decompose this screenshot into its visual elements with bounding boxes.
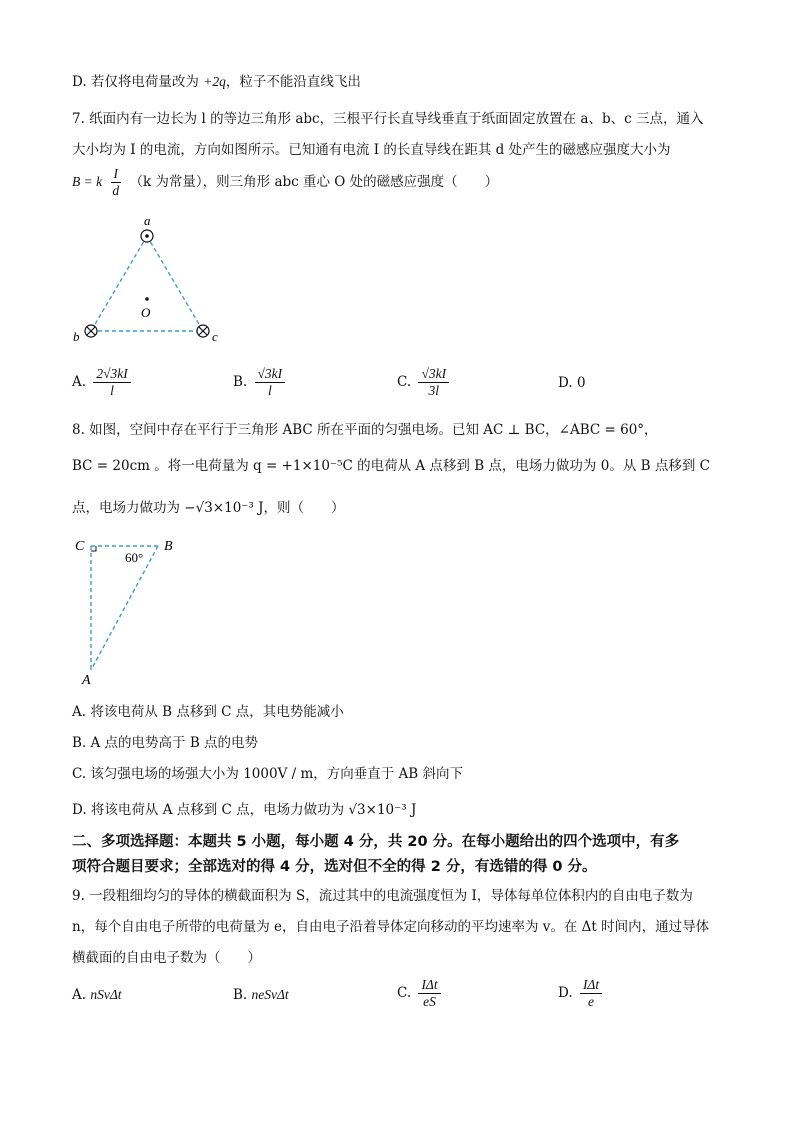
option-letter: B. xyxy=(233,374,248,390)
q7-option-d xyxy=(558,374,586,392)
q7-stem-line1: 7. 纸面内有一边长为 l 的等边三角形 abc，三根平行长直导线垂直于纸面固定放置在 a、b、c 三点，通入 xyxy=(72,111,704,127)
q7-formula-den: d xyxy=(112,183,120,198)
q7-stem-line2: 大小均为 I 的电流，方向如图所示。已知通有电流 I 的长直导线在距其 d 处产生的磁感应强度大小为 xyxy=(72,142,671,158)
option-fraction xyxy=(418,977,440,1010)
q8-option-b: B. A 点的电势高于 B 点的电势 xyxy=(72,735,259,751)
q8-option-d: D. 将该电荷从 A 点移到 C 点，电场力做功为 √3×10⁻³ J xyxy=(72,802,417,818)
option-fraction xyxy=(418,366,449,399)
option-num: 2√3kI xyxy=(93,366,130,383)
q7-side-ab xyxy=(91,236,147,331)
option-text: neSvΔt xyxy=(251,987,289,1002)
q8-label-a: A xyxy=(82,673,91,688)
q8-stem-line3: 点，电场力做功为 −√3×10⁻³ J，则（ ） xyxy=(72,500,345,516)
q7-triangle-figure xyxy=(60,210,240,350)
q7-option-a xyxy=(72,366,134,399)
option-den: e xyxy=(588,994,595,1009)
option-den: eS xyxy=(423,994,436,1009)
q8-stem-line1: 8. 如图，空间中存在平行于三角形 ABC 所在平面的匀强电场。已知 AC ⊥ BC，∠ABC = 60°， xyxy=(72,422,658,438)
current-in-icon xyxy=(85,325,97,337)
q6-option-d-value: +2q xyxy=(203,74,226,89)
option-letter: A. xyxy=(72,987,87,1003)
q6-option-d-text: D. 若仅将电荷量改为 xyxy=(72,74,199,90)
current-in-icon xyxy=(197,325,209,337)
q7-formula-lhs: B = k xyxy=(72,174,103,189)
q7-option-b xyxy=(233,366,288,399)
q6-option-d xyxy=(72,73,361,91)
q8-option-c: C. 该匀强电场的场强大小为 1000V / m，方向垂直于 AB 斜向下 xyxy=(72,766,464,782)
q9-option-a xyxy=(72,986,122,1004)
option-den: l xyxy=(110,383,114,398)
q8-triangle-figure xyxy=(70,530,190,690)
q7-label-b: b xyxy=(73,329,80,344)
option-text: 0 xyxy=(576,375,586,391)
option-text: nSvΔt xyxy=(90,987,122,1002)
option-letter: D. xyxy=(558,985,573,1001)
q7-formula-fraction xyxy=(109,166,122,199)
q6-option-d-tail: ，粒子不能沿直线飞出 xyxy=(225,74,361,90)
option-letter: B. xyxy=(233,987,248,1003)
section2-heading-line1: 二、多项选择题：本题共 5 小题，每小题 4 分，共 20 分。在每小题给出的四个选项中，有多 xyxy=(72,834,680,850)
option-num: √3kI xyxy=(255,366,286,383)
right-angle-icon xyxy=(91,546,96,551)
current-out-icon xyxy=(141,230,153,242)
option-num: IΔt xyxy=(418,977,440,994)
q8-stem-line2: BC = 20cm 。将一电荷量为 q = +1×10⁻⁵C 的电荷从 A 点移到 B 点，电场力做功为 0。从 B 点移到 C xyxy=(72,458,710,474)
option-num: √3kI xyxy=(418,366,449,383)
option-num: IΔt xyxy=(580,977,602,994)
option-letter: A. xyxy=(72,374,87,390)
option-fraction xyxy=(580,977,602,1010)
option-fraction xyxy=(255,366,286,399)
q8-angle-label: 60° xyxy=(125,550,144,565)
q9-stem-line2: n，每个自由电子所带的电荷量为 e，自由电子沿着导体定向移动的平均速率为 v。在 Δt 时间内，通过导体 xyxy=(72,919,710,935)
option-den: l xyxy=(267,383,272,398)
option-letter: C. xyxy=(397,374,412,390)
option-letter: D. xyxy=(558,375,573,391)
q8-option-a: A. 将该电荷从 B 点移到 C 点，其电势能减小 xyxy=(72,704,344,720)
q7-option-c xyxy=(397,366,452,399)
q8-label-b: B xyxy=(164,539,173,554)
q9-option-c xyxy=(397,977,444,1010)
q8-label-c: C xyxy=(75,539,85,554)
option-letter: C. xyxy=(397,985,412,1001)
option-fraction xyxy=(93,366,130,399)
q7-label-a: a xyxy=(144,213,151,228)
q7-side-ac xyxy=(147,236,203,331)
q7-label-o: O xyxy=(141,305,151,320)
q7-formula-num: I xyxy=(111,166,122,183)
q7-label-c: c xyxy=(212,329,218,344)
q7-stem-line3 xyxy=(72,166,498,199)
option-den: 3l xyxy=(428,383,440,398)
section2-heading-line2: 项符合题目要求；全部选对的得 4 分，选对但不全的得 2 分，有选错的得 0 分。 xyxy=(72,859,597,875)
q7-centroid-dot xyxy=(145,297,149,301)
q9-option-d xyxy=(558,977,605,1010)
q9-stem-line3: 横截面的自由电子数为（ ） xyxy=(72,950,261,966)
q9-stem-line1: 9. 一段粗细均匀的导体的横截面积为 S，流过其中的电流强度恒为 I，导体每单位体积内的自由电子数为 xyxy=(72,888,693,904)
q9-option-b xyxy=(233,986,289,1004)
q7-stem-tail: （k 为常量），则三角形 abc 重心 O 处的磁感应强度（ ） xyxy=(129,174,499,190)
